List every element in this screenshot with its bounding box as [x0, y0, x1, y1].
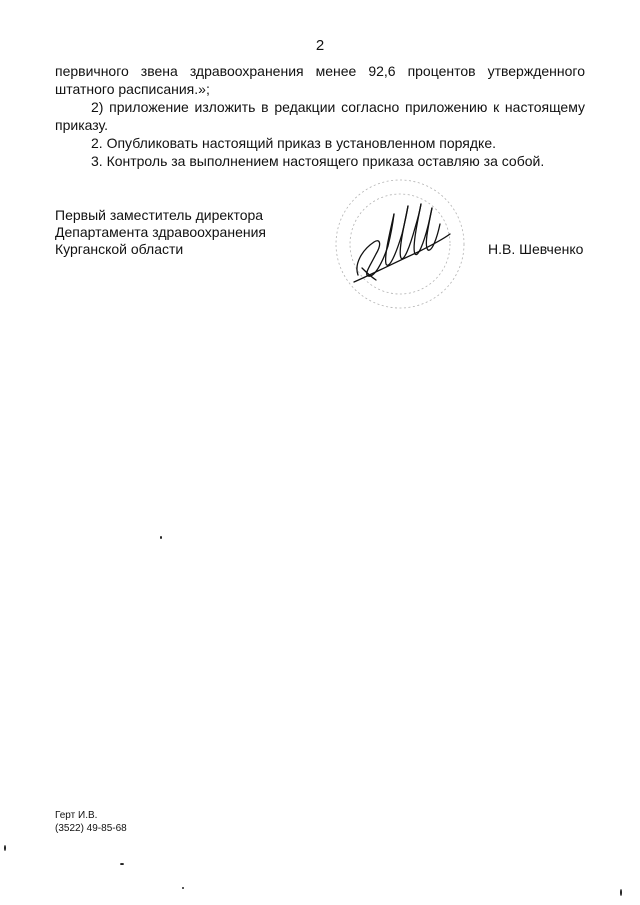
position-line: Курганской области	[55, 241, 184, 257]
handwritten-signature	[354, 204, 450, 282]
scan-speck	[620, 889, 622, 896]
body-line: 2) приложение изложить в редакции согласно приложению к настоящему	[91, 99, 585, 115]
scan-speck	[120, 863, 124, 865]
body-line: 3. Контроль за выполнением настоящего приказа оставляю за собой.	[91, 153, 545, 169]
body-line: первичного звена здравоохранения менее 92,6 процентов утвержденного	[55, 63, 585, 79]
executor-name: Герт И.В.	[55, 810, 98, 821]
executor-phone: (3522) 49-85-68	[55, 823, 127, 834]
body-line: приказу.	[55, 117, 108, 133]
stamp-and-signature-image	[318, 172, 468, 317]
signatory-name: Н.В. Шевченко	[488, 241, 584, 257]
signatory-position	[55, 207, 266, 258]
executor-info	[55, 809, 127, 835]
round-stamp	[336, 180, 464, 308]
position-line: Первый заместитель директора	[55, 207, 264, 223]
position-line: Департамента здравоохранения	[55, 224, 266, 240]
document-body	[55, 62, 585, 170]
page-number: 2	[315, 37, 325, 54]
body-line: 2. Опубликовать настоящий приказ в установленном порядке.	[91, 135, 497, 151]
body-line: штатного расписания.»;	[55, 81, 210, 97]
scan-speck	[182, 887, 184, 889]
scan-speck	[160, 536, 162, 539]
scan-speck	[4, 845, 6, 851]
